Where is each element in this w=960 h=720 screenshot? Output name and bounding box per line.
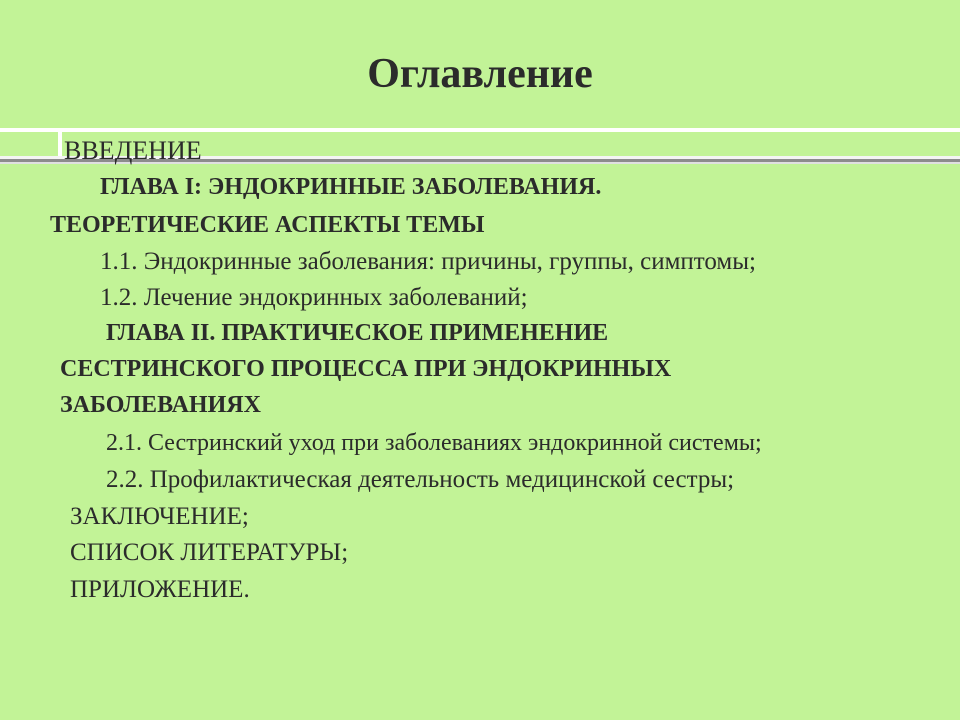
toc-section-2-2: 2.2. Профилактическая деятельность медицинской сестры; (106, 466, 735, 493)
toc-appendix: ПРИЛОЖЕНИЕ. (70, 576, 250, 603)
toc-section-1-1: 1.1. Эндокринные заболевания: причины, группы, симптомы; (100, 248, 756, 275)
toc-chapter2-title-line1: ГЛАВА II. ПРАКТИЧЕСКОЕ ПРИМЕНЕНИЕ (106, 320, 609, 346)
toc-chapter1-title-line1: ГЛАВА I: ЭНДОКРИННЫЕ ЗАБОЛЕВАНИЯ. (100, 174, 602, 200)
toc-conclusion: ЗАКЛЮЧЕНИЕ; (70, 503, 249, 530)
toc-chapter1-title-line2: ТЕОРЕТИЧЕСКИЕ АСПЕКТЫ ТЕМЫ (50, 212, 485, 238)
divider-tick (58, 132, 62, 158)
toc-intro: ВВЕДЕНИЕ (64, 136, 202, 165)
toc-chapter2-title-line2: СЕСТРИНСКОГО ПРОЦЕССА ПРИ ЭНДОКРИННЫХ (60, 356, 672, 382)
toc-section-2-1: 2.1. Сестринский уход при заболеваниях эндокринной системы; (106, 430, 762, 456)
divider-top (0, 128, 960, 132)
toc-references: СПИСОК ЛИТЕРАТУРЫ; (70, 539, 349, 566)
slide-title: Оглавление (367, 51, 593, 97)
toc-chapter2-title-line3: ЗАБОЛЕВАНИЯХ (60, 392, 261, 418)
toc-section-1-2: 1.2. Лечение эндокринных заболеваний; (100, 284, 528, 311)
